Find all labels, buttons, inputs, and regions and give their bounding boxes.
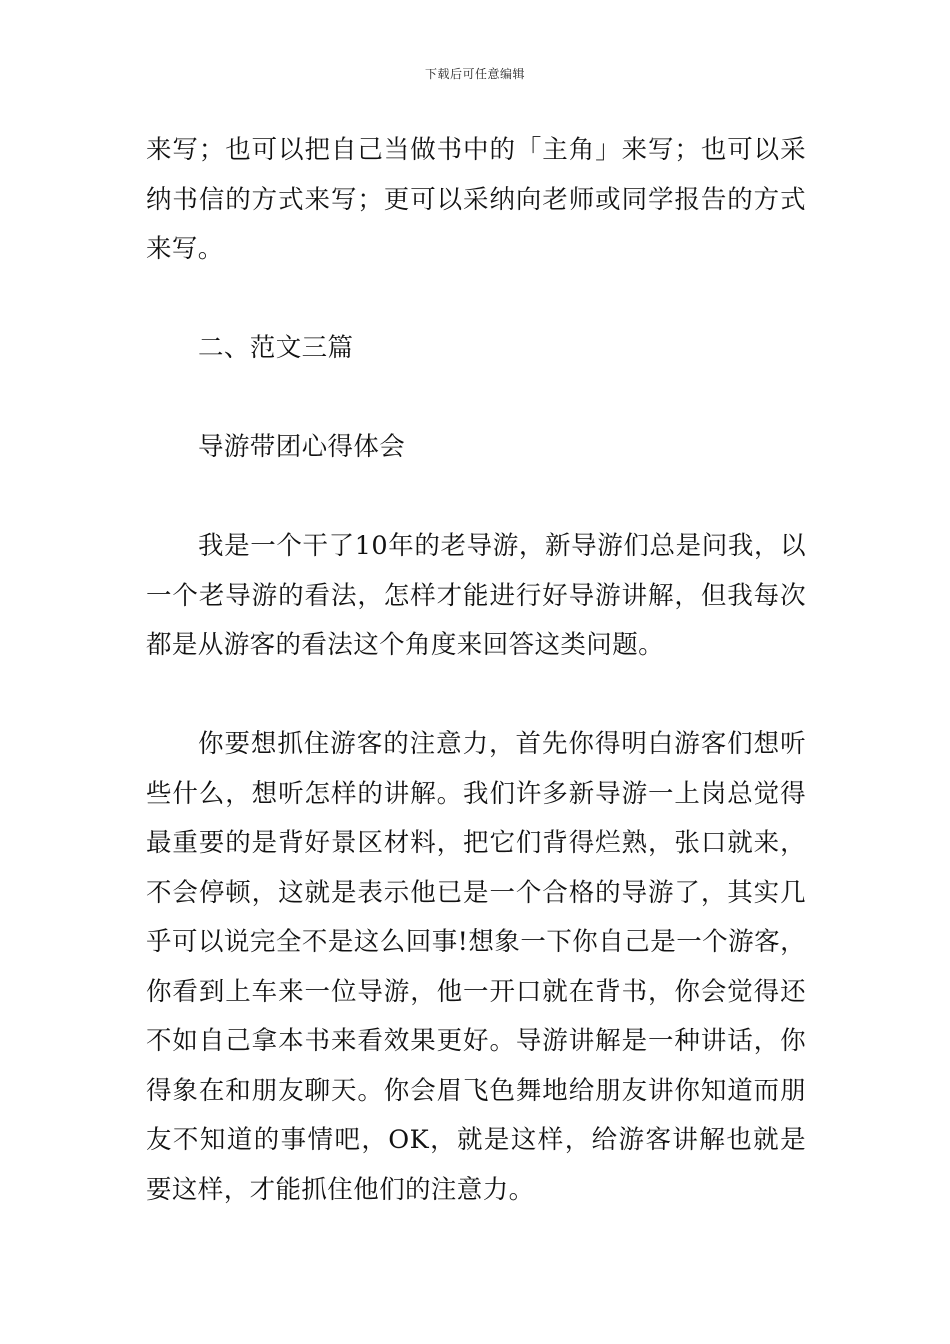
page-header-note: 下载后可任意编辑 (424, 67, 525, 81)
paragraph-main: 你要想抓住游客的注意力，首先你得明白游客们想听些什么，想听怎样的讲解。我们许多新导游一上岗总觉得最重要的是背好景区材料，把它们背得烂熟，张口就来，不会停顿，这就是表示他已是一个合格的导游了，其实几乎可以说完全不是这么回事!想象一下你自己是一个游客，你看到上车来一位导游，他一开口就在背书，你会觉得还不如自己拿本书来看效果更好。导游讲解是一种讲话，你得象在和朋友聊天。你会眉飞色舞地给朋友讲你知道而朋友不知道的事情吧，OK，就是这样，给游客讲解也就是要这样，才能抓住他们的注意力。 (146, 729, 806, 1205)
document-body (146, 126, 806, 1215)
paragraph-intro: 我是一个干了10年的老导游，新导游们总是问我，以一个老导游的看法，怎样才能进行好导游讲解，但我每次都是从游客的看法这个角度来回答这类问题。 (146, 531, 806, 660)
paragraph-continuation: 来写；也可以把自己当做书中的「主角」来写；也可以采纳书信的方式来写；更可以采纳向老师或同学报告的方式来写。 (146, 135, 806, 264)
paragraph-gap (146, 275, 806, 325)
article-title: 导游带团心得体会 (198, 432, 406, 462)
paragraph-gap (146, 374, 806, 424)
paragraph-gap (146, 473, 806, 523)
paragraph-gap (146, 671, 806, 721)
section-heading: 二、范文三篇 (198, 333, 354, 363)
